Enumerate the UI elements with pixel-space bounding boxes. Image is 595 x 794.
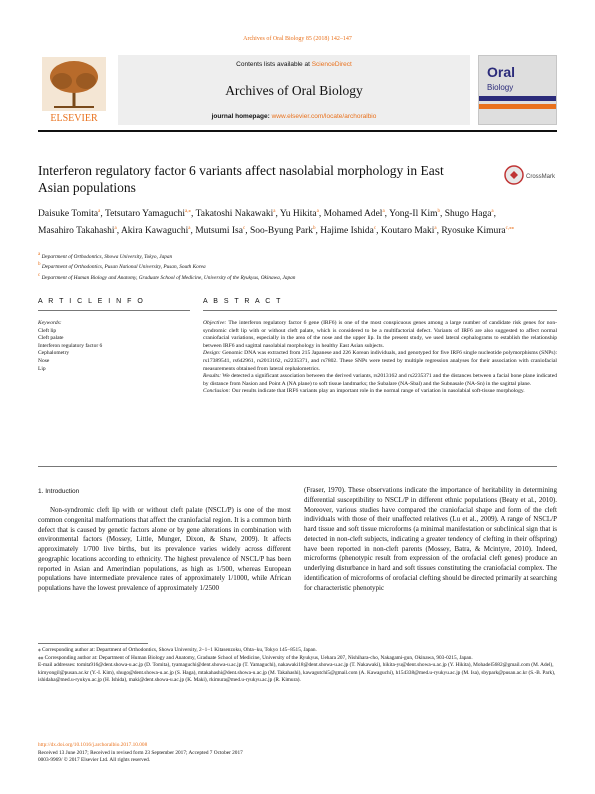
article-title: Interferon regulatory factor 6 variants affect nasolabial morphology in East Asian populations	[38, 163, 444, 195]
footnote-rule	[38, 643, 148, 644]
crossmark-label: CrossMark	[526, 174, 556, 180]
keyword: Nose	[38, 357, 50, 364]
body-column-right: (Fraser, 1970). These observations indicate the importance of heritability in determining differential susceptibility to NSCL/P in different ethnic populations (Beaty et al., 2010). Moreover, various studies have compared the craniofacial shape and form of the cleft individuals with those of their unaffected relatives (Lu et al., 2009). A range of NSCL/P hard tissue and soft tissue microforms (a minimal manifestation or subclinical sign that is detected in non-cleft subjects, indicating a greater tendency of clefting in their offspring) have been reported in non-cleft parents (Mossey, Batra, & Mcintyre, 2010). Indeed, microforms (phenotypic result from expression of the orofacial cleft genes) produce an underlying disturbance in hard and soft tissues constituting the craniofacial complex. The identification of microforms of orofacial clefting should be directed primarily at searching for characteristic phenotypic	[304, 486, 557, 592]
author-affiliation-marker[interactable]: a	[382, 209, 385, 214]
author-affiliation-marker[interactable]: a	[188, 225, 191, 231]
author-affiliation-marker[interactable]: a	[491, 209, 494, 214]
author-name[interactable]: Mohamed Adel	[323, 209, 383, 220]
homepage-link[interactable]: www.elsevier.com/locate/archoralbio	[271, 113, 377, 120]
elsevier-logo[interactable]	[38, 55, 110, 125]
tree-icon	[38, 55, 110, 125]
keyword: Cleft palate	[38, 335, 64, 342]
abstract-body	[203, 320, 557, 396]
elsevier-wordmark: ELSEVIER	[50, 113, 98, 124]
author-affiliation-marker[interactable]: b	[313, 225, 316, 231]
abstract-heading: A B S T R A C T	[203, 298, 283, 305]
journal-citation[interactable]: Archives of Oral Biology 85 (2018) 142–147	[243, 36, 352, 42]
cover-subtitle: Biology	[487, 83, 514, 92]
journal-header-box	[118, 55, 470, 125]
author-name[interactable]: Takatoshi Nakawaki	[195, 209, 274, 220]
keyword: Cephalometry	[38, 350, 70, 357]
section-heading-introduction: 1. Introduction	[38, 488, 80, 495]
footnotes	[38, 647, 557, 685]
doi-link[interactable]: http://dx.doi.org/10.1016/j.archoralbio.2017.10.008	[38, 742, 148, 748]
body-paragraph: Non-syndromic cleft lip with or without cleft palate (NSCL/P) is one of the most common congenital malformations that affect the craniofacial region. It is a common birth defect that is caused by genetic factors alone or by gene alterations in combination with environmental factors (Mossey, Little, Munger, Dixon, & Shaw, 2009). It affects approximately 1/700 live births, but its prevalence varies widely across different geographic locations according to ethnicity. The highest prevalence of NSCL/P has been reported in Asian and Amerindian populations, as high as 1/500, whereas European populations have intermediate prevalence rates of approximately 1/1000, while African populations have the lowest prevalence of approximately 1/2500	[38, 506, 291, 592]
author-affiliation-marker[interactable]: c	[242, 225, 246, 231]
abstract-rule	[203, 310, 557, 311]
abstract-results: Results: We detected a significant association between the derived variants, rs2013162 and rs2235371 and the distances between a facial bone plane indicated by distance from Nasion and Point A (NA plane) to soft tissue landmarks; the Subalare (NA-Sbal) and the Subnasale (NA-Sn) in the sagittal plane.	[203, 373, 557, 387]
author-affiliation-marker[interactable]: a	[114, 225, 117, 231]
affiliation: $^c$ Department of Human Biology and Anatomy, Graduate School of Medicine, University of the Ryukyus, Okinawa, Japan	[38, 272, 296, 281]
masthead-rule	[38, 130, 557, 132]
keyword: Lip	[38, 365, 46, 372]
author-name[interactable]: Koutaro Maki	[380, 225, 435, 236]
author-name[interactable]: Daisuke Tomita	[38, 209, 99, 220]
author-name[interactable]: Soo-Byung Park	[249, 225, 314, 236]
author-affiliation-marker[interactable]: c,⁎⁎	[505, 225, 515, 231]
affiliation: $^b$ Department of Orthodontics, Pusan National University, Pusan, South Korea	[38, 262, 206, 271]
abstract-conclusion: Conclusion: Our results indicate that IRF6 variants play an important role in the normal range of variation in nasolabial soft-tissue morphology.	[203, 388, 525, 395]
author-name[interactable]: Mutsumi Isa	[195, 225, 243, 236]
homepage-label: journal homepage:	[211, 113, 270, 120]
author-name[interactable]: Hajime Ishida	[320, 225, 374, 236]
crossmark-badge[interactable]	[504, 164, 556, 186]
journal-name: Archives of Oral Biology	[225, 83, 363, 98]
doi-block	[38, 742, 557, 765]
author-affiliation-marker[interactable]: a	[434, 225, 437, 231]
keyword: Cleft lip	[38, 327, 57, 334]
crossmark-icon	[504, 164, 556, 186]
sciencedirect-link[interactable]: ScienceDirect	[311, 61, 352, 68]
author-affiliation-marker[interactable]: a,⁎	[185, 209, 191, 214]
masthead	[38, 55, 557, 126]
footnote-emails: E-mail addresses: tomita916@dent.showa-u.ac.jp (D. Tomita), tyamaguchi@dent.showa-u.ac.jp (T. Yamaguchi), nakawaki18@dent.showa-u.ac.jp (T. Nakawaki), hikita-yu@dent.showa-u.ac.jp (Y. Hikita), Mohadel5682@gmail.com (M. Adel), kimyongil@pusan.ac.kr (Y.-I. Kim), shugo@dent.showa-u.ac.jp (S. Haga), mtakahashi@dent.showa-u.ac.jp (M. Takahashi), kawagutchi5@gmail.com (A. Kawaguchi), h154338@med.u-ryukyu.ac.jp (M. Isa), sbypark@pusan.ac.kr (S.-B. Park), ishidaha@med.u-ryukyu.ac.jp (H. Ishida), maki@dent.showa-u.ac.jp (K. Maki), rkimura@med.u-ryukyu.ac.jp (R. Kimura).	[38, 662, 556, 684]
abstract-bottom-rule	[38, 466, 557, 467]
affiliation: $^a$ Department of Orthodontics, Showa University, Tokyo, Japan	[38, 252, 173, 260]
body-column-left	[38, 506, 291, 594]
contents-prefix: Contents lists available at	[236, 61, 310, 68]
author-affiliation-marker[interactable]: a	[316, 209, 319, 214]
keywords-label: Keywords:	[38, 320, 62, 326]
author-name[interactable]: Masahiro Takahashi	[38, 225, 115, 236]
received-dates: Received 13 June 2017; Received in revised form 23 September 2017; Accepted 7 October 2017	[38, 749, 243, 756]
article-info-heading: A R T I C L E I N F O	[38, 298, 145, 305]
cover-title: Oral	[487, 64, 516, 80]
keywords-block	[38, 320, 188, 373]
author-name[interactable]: Ryosuke Kimura	[441, 225, 506, 236]
author-name[interactable]: Yu Hikita	[279, 209, 317, 220]
abstract-design: Design: Genomic DNA was extracted from 215 Japanese and 226 Korean individuals, and genotyped for five IRF6 single nucleotide polymorphisms (SNPs): rs17389541, rs642961, rs2013162, rs2235371, and rs7802. These SNPs were tested by multiple regression analyses for their association with craniofacial measurements obtained from lateral cephalometrics.	[203, 350, 557, 372]
author-name[interactable]: Yong-Il Kim	[389, 209, 438, 220]
author-affiliation-marker[interactable]: b	[437, 209, 440, 214]
journal-homepage	[118, 113, 470, 120]
footnote: ⁎ Corresponding author at: Department of Orthodontics, Showa University, 2−1−1 Kitasenzoku, Ohta−ku, Tokyo 145−8515, Japan.	[38, 647, 317, 653]
author-affiliation-marker[interactable]: a	[273, 209, 276, 214]
article-info-rule	[38, 310, 190, 311]
abstract-objective: Objective: The interferon regulatory factor 6 gene (IRF6) is one of the most conspicuous genes among a large number of candidate risk genes for non-syndromic cleft lip with or without cleft palate, which is considered to be a multifactorial defect. Variants of IRF6 are also suggested to affect normal craniofacial variations, especially in the area of the nose and the upper lip. In the present study, we used lateral cephalograms to establish the relationship between IRF6 and sagittal nasolabial morphology in healthy East Asian subjects.	[203, 320, 557, 349]
journal-cover-thumbnail[interactable]	[478, 55, 557, 125]
keyword: Interferon regulatory factor 6	[38, 342, 103, 349]
author-list: Daisuke Tomita$^a$, Tetsutaro Yamaguchi$^{a,⁎}$, Takatoshi Nakawaki$^a$, Yu Hikita$^a$, Mohamed Adel$^a$, Yong-Il Kim$^b$, Shugo Haga$^a$, Masahiro Takahashi$^a$, Akira Kawaguchi$^a$, Mutsumi Isa$^c$, Soo-Byung Park$^b$, Hajime Ishida$^c$, Koutaro Maki$^a$, Ryosuke Kimura$^{c,⁎⁎}$	[38, 209, 515, 236]
author-name[interactable]: Akira Kawaguchi	[120, 225, 189, 236]
author-affiliation-marker[interactable]: c	[373, 225, 377, 231]
author-name[interactable]: Shugo Haga	[444, 209, 492, 220]
affiliations	[38, 251, 557, 282]
author-name[interactable]: Tetsutaro Yamaguchi	[104, 209, 186, 220]
contents-line	[118, 61, 470, 68]
footnote: ⁎⁎ Corresponding author at: Department of Human Biology and Anatomy, Graduate School of Medicine, University of the Ryukyus, Uehara 207, Nishihara-cho, Nakagami-gun, Okinawa, 903-0215, Japan.	[38, 654, 473, 661]
copyright: 0003-9969/ © 2017 Elsevier Ltd. All rights reserved.	[38, 757, 151, 764]
